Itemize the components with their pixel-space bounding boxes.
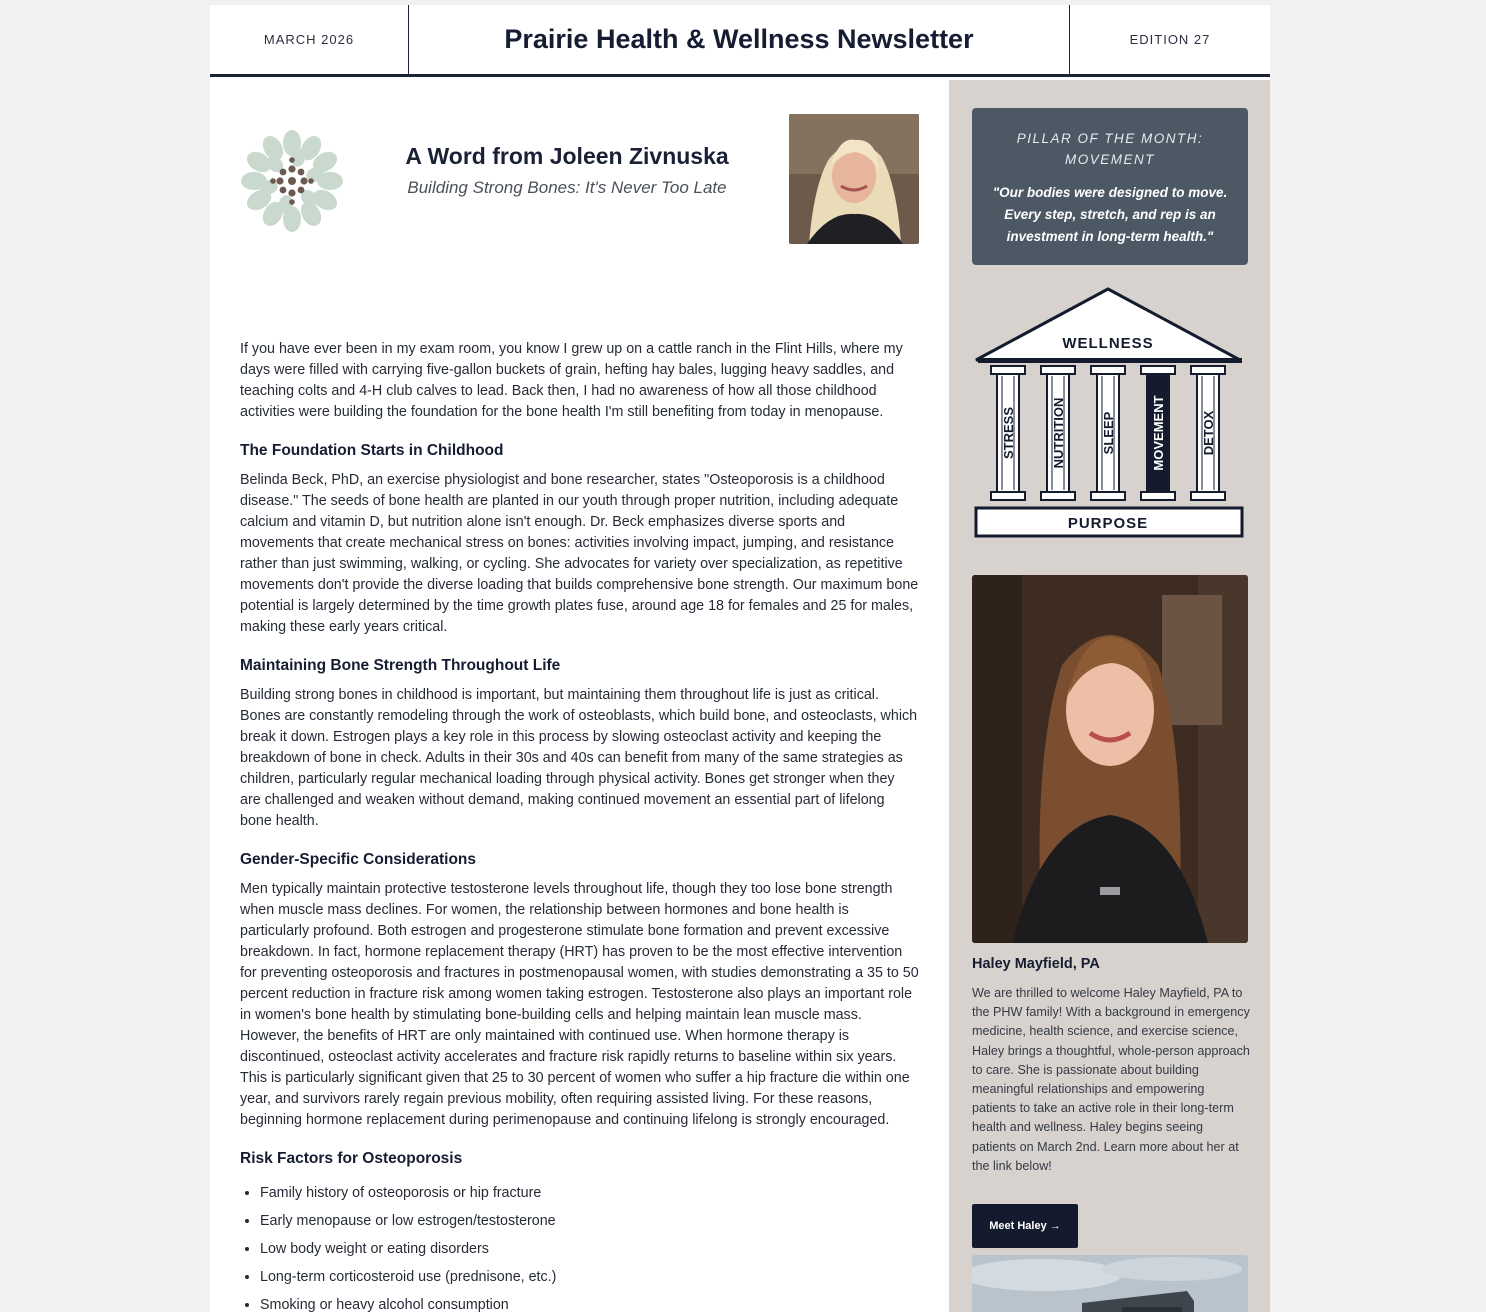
- pillar-of-month-card: [972, 108, 1248, 265]
- intro-header: [240, 77, 919, 257]
- article-paragraph-4: Men typically maintain protective testosterone levels throughout life, though they too lose bone strength when muscle mass declines. For women, the relationship between hormones and bone health is particularly profound. Both estrogen and progesterone stimulate bone formation and prevent excessive breakdown. In fact, hormone replacement therapy (HRT) has proven to be the most effective intervention for preventing osteoporosis and fractures in postmenopausal women, with studies demonstrating a 35 to 50 percent reduction in fracture risk among women taking estrogen. Testosterone also plays an important role in women's bone health by stimulating bone-building cells and helping maintain lean muscle mass. However, the benefits of HRT are only maintained with continued use. When hormone therapy is discontinued, osteoclast activity accelerates and fracture risk rapidly returns to baseline within six years. This is particularly significant given that 25 to 30 percent of women who suffer a hip fracture die within one year, and survivors rarely regain previous mobility, often requiring assisted living. For these reasons, beginning hormone replacement during perimenopause and continuing lifelong is strongly encouraged.: [240, 881, 919, 1128]
- pillar-detox: [1191, 366, 1225, 500]
- roof-label: WELLNESS: [1062, 335, 1154, 352]
- edition-number: EDITION 27: [1129, 32, 1211, 47]
- pillar-label: SLEEP: [1101, 411, 1116, 455]
- pillar-sleep: [1091, 366, 1125, 500]
- wellness-temple-diagram: [974, 286, 1246, 538]
- base-label: PURPOSE: [1067, 515, 1149, 532]
- clinic-building-photo: [972, 1255, 1248, 1312]
- pillar-nutrition: [1041, 366, 1075, 500]
- list-item: • Early menopause or low estrogen/testosterone: [260, 1211, 919, 1232]
- article-paragraph-1: If you have ever been in my exam room, you know I grew up on a cattle ranch in the Flint Hills, where my days were filled with carrying five-gallon buckets of grain, hefting hay bales, lugging heavy saddles, and teaching colts and 4-H club calves to lead. Back then, I had no awareness of how all those childhood activities were building the foundation for the bone health I'm still benefiting from today in menopause.: [240, 341, 903, 420]
- haley-bio: We are thrilled to welcome Haley Mayfield, PA to the PHW family! With a background in emergency medicine, health science, and exercise science, Haley brings a thoughtful, whole-person approach to care. She is passionate about building meaningful relationships and empowering patients to take an active role in their long-term health and wellness. Haley begins seeing patients on March 2nd. Learn more about her at the link below!: [972, 986, 1250, 1173]
- newsletter-title: Prairie Health & Wellness Newsletter: [409, 5, 1070, 74]
- temple-base: [976, 508, 1242, 536]
- list-item: • Long-term corticosteroid use (prednisone, etc.): [260, 1267, 919, 1288]
- article-paragraph-2: Belinda Beck, PhD, an exercise physiologist and bone researcher, states "Osteoporosis is a childhood disease." The seeds of bone health are planted in our youth through proper nutrition, including adequate calcium and vitamin D, but nutrition alone isn't enough. Dr. Beck emphasizes diverse sports and movements that create mechanical stress on bones: activities involving impact, jumping, and resistance rather than just swimming, walking, or cycling. She advocates for variety over specialization, as repetitive movements don't provide the diverse loading that builds comprehensive bone strength. Our maximum bone potential is largely determined by the time growth plates fuse, around age 18 for females and 25 for males, making these early years critical.: [240, 472, 919, 635]
- pillar-heading: PILLAR OF THE MONTH: MOVEMENT: [1016, 131, 1204, 167]
- pillar-stress: [991, 366, 1025, 500]
- haley-portrait-photo: [972, 575, 1248, 943]
- pillar-movement: [1141, 366, 1175, 500]
- haley-name: Haley Mayfield, PA: [972, 956, 1100, 972]
- article-paragraph-3: Building strong bones in childhood is important, but maintaining them throughout life is just as critical. Bones are constantly remodeling through the work of osteoblasts, which build bone, and osteoclasts, which break it down. Estrogen plays a key role in this process by slowing osteoclast activity and keeping the breakdown of bone in check. Adults in their 30s and 40s can benefit from many of the same strategies as children, particularly regular mechanical loading through physical activity. Bones get stronger when they are challenged and weaken without demand, making continued movement an essential part of lifelong bone health.: [240, 687, 918, 829]
- article-body: [240, 339, 919, 1312]
- temple-roof: [976, 289, 1242, 363]
- section-heading-risk-factors: Risk Factors for Osteoporosis: [240, 1150, 463, 1167]
- risk-factor-list: [260, 1183, 919, 1312]
- newsletter-page: [210, 5, 1270, 1312]
- pillar-label: MOVEMENT: [1151, 395, 1166, 471]
- temple-pillars: [991, 366, 1225, 500]
- intro-text: [370, 143, 764, 198]
- list-item: • Smoking or heavy alcohol consumption: [260, 1295, 919, 1312]
- list-item: • Low body weight or eating disorders: [260, 1239, 919, 1260]
- meet-haley-button[interactable]: Meet Haley →: [972, 1204, 1078, 1248]
- sidebar: [949, 80, 1270, 1312]
- flower-logo-icon: [240, 129, 344, 233]
- section-heading-foundation: The Foundation Starts in Childhood: [240, 442, 504, 459]
- issue-date: MARCH 2026: [210, 5, 409, 74]
- section-heading-gender: Gender-Specific Considerations: [240, 851, 476, 868]
- pillar-label: NUTRITION: [1051, 397, 1066, 469]
- joleen-portrait-photo: [789, 114, 919, 244]
- intro-subtitle: Building Strong Bones: It's Never Too Late: [407, 178, 727, 197]
- main-column: [240, 77, 919, 1312]
- section-heading-maintaining: Maintaining Bone Strength Throughout Life: [240, 657, 561, 674]
- pillar-label: DETOX: [1201, 410, 1216, 456]
- intro-title: A Word from Joleen Zivnuska: [405, 143, 729, 169]
- masthead: [210, 5, 1270, 77]
- list-item: • Family history of osteoporosis or hip fracture: [260, 1183, 919, 1204]
- pillar-label: STRESS: [1001, 406, 1016, 460]
- pillar-quote: "Our bodies were designed to move. Every step, stretch, and rep is an investment in long-term health.": [992, 185, 1228, 244]
